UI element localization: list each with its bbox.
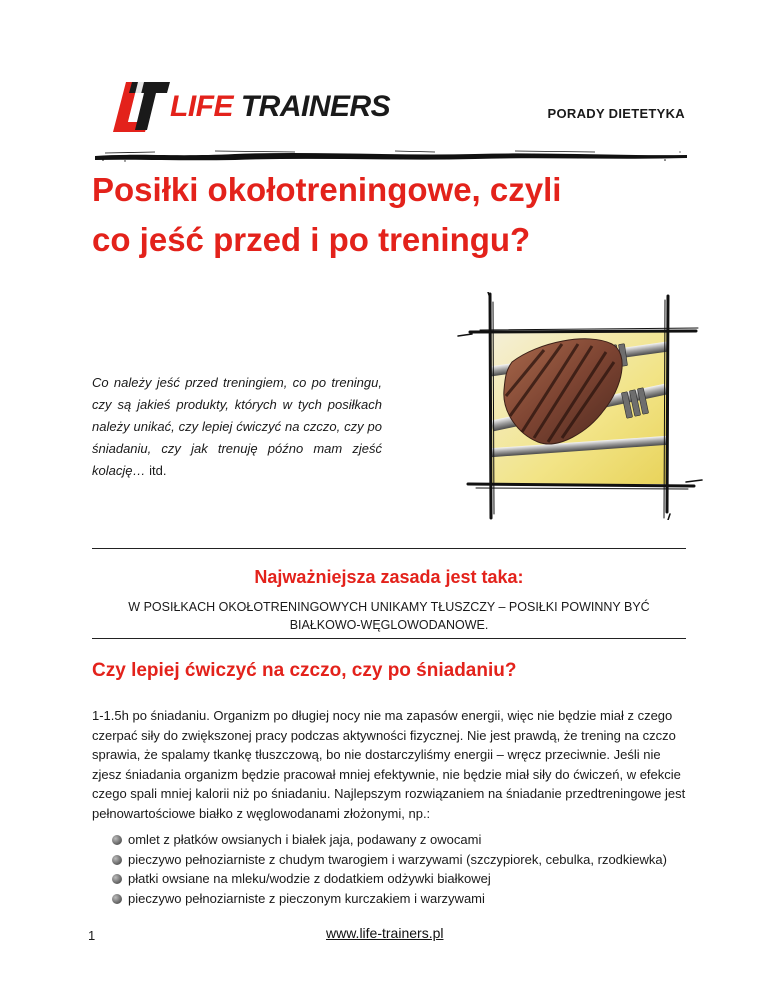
intro-paragraph [92,372,382,482]
bullet-icon [112,835,122,845]
example-meals-list [112,830,688,908]
list-item [112,850,688,870]
rule-top-divider [92,548,686,549]
brand-logo [112,78,391,134]
list-item-text: omlet z płatków owsianych i białek jaja, podawany z owocami [128,832,482,847]
rule-text: W POSIŁKACH OKOŁOTRENINGOWYCH UNIKAMY TŁUSZCZY – POSIŁKI POWINNY BYĆ BIAŁKOWO-WĘGLOWODANOWE. [128,600,650,632]
section-heading: Czy lepiej ćwiczyć na czczo, czy po śniadaniu? [92,660,517,681]
page-title-line-1: Posiłki okołotreningowe, czyli [92,171,562,208]
logo-word-life: LIFE [170,90,233,123]
steak-barbell-photo [398,292,703,520]
footer-website-link[interactable]: www.life-trainers.pl [326,925,444,941]
list-item [112,830,688,850]
brush-divider [95,148,687,162]
bullet-icon [112,894,122,904]
intro-text: Co należy jeść przed treningiem, co po treningu, czy są jakieś produkty, których w tych posiłkach należy unikać, czy lepiej ćwiczyć na czczo, czy po śniadaniu, czy jak trenuję późno mam zjeść kolację… [92,375,382,478]
list-item-text: pieczywo pełnoziarniste z pieczonym kurczakiem i warzywami [128,890,485,906]
rule-bottom-divider [92,638,686,639]
intro-suffix: itd. [149,463,167,478]
list-item-text: pieczywo pełnoziarniste z chudym twarogiem i warzywami (szczypiorek, cebulka, rzodkiewka) [128,851,667,867]
bullet-icon [112,874,122,884]
page-title [92,165,692,265]
rule-heading: Najważniejsza zasada jest taka: [254,567,524,587]
list-item-text: płatki owsiane na mleku/wodzie z dodatkiem odżywki białkowej [128,871,491,886]
logo-wordmark [170,90,390,124]
logo-word-trainers: TRAINERS [240,90,391,123]
list-item [112,869,688,889]
bullet-icon [112,855,122,865]
list-item [112,889,688,909]
page-title-line-2: co jeść przed i po treningu? [92,221,531,258]
page-number: 1 [88,928,96,943]
lt-logo-mark-icon [112,78,172,134]
section-body: 1-1.5h po śniadaniu. Organizm po długiej nocy nie ma zapasów energii, więc nie będzie miał z czego czerpać siły do zwiększonej pracy podczas aktywności fizycznej. Nie jest prawdą, że trening na czczo sprawia, że spalamy tkankę tłuszczową, bo nie dostarczyliśmy energii – wręcz przeciwnie. Jeśli nie zjesz śniadania organizm będzie pracował mniej efektywnie, nie będzie miał siły do ćwiczeń, w efekcie czego spali mniej kalorii niż po śniadaniu. Najlepszym rozwiązaniem na śniadanie przedtreningowe jest pełnowartościowe białko z węglowodanami złożonymi, np.: [92,708,686,821]
section-label: PORADY DIETETYKA [547,106,685,121]
